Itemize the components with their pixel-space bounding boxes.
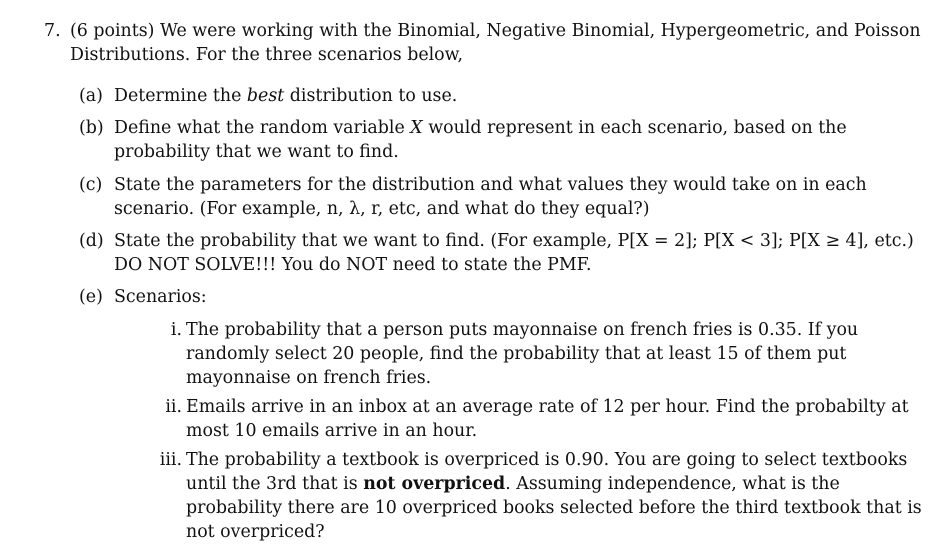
question-points: (6 points) (70, 21, 155, 41)
not-overpriced-bold: not overpriced (363, 474, 506, 494)
scenario-i-label: i. (170, 320, 182, 340)
part-e-text: Scenarios: (114, 287, 207, 307)
scenario-iii-label: iii. (159, 450, 182, 470)
part-d-label: (d) (79, 231, 104, 251)
part-e-label: (e) (79, 287, 103, 307)
part-b-label: (b) (79, 118, 104, 138)
scenario-iii-text: The probability a textbook is overpriced is 0.90. You are going to select textbooks until the 3rd that is not overpriced. Assuming independence, what is the probability there are 10 overpriced books selected before the third textbook that is not overpriced? (186, 450, 922, 542)
part-a-text: Determine the best distribution to use. (114, 86, 458, 106)
question-intro (70, 19, 928, 67)
scenario-ii-label: ii. (165, 397, 182, 417)
part-b-text: Define what the random variable X would represent in each scenario, based on the probability that we want to find. (114, 118, 847, 162)
question-number: 7. (44, 21, 61, 41)
emphasis-best: best (246, 86, 285, 106)
part-c-label: (c) (79, 175, 103, 195)
scenario-ii-text: Emails arrive in an inbox at an average rate of 12 per hour. Find the probabilty at most 10 emails arrive in an hour. (186, 397, 909, 441)
part-c-text: State the parameters for the distribution and what values they would take on in each scenario. (For example, n, λ, r, etc, and what do they equal?) (114, 175, 867, 219)
random-variable-x: X (410, 118, 423, 138)
scenario-i-text: The probability that a person puts mayonnaise on french fries is 0.35. If you randomly select 20 people, find the probability that at least 15 of them put mayonnaise on french fries. (186, 320, 859, 388)
question-intro-text: We were working with the Binomial, Negative Binomial, Hypergeometric, and Poisson Distributions. For the three scenarios below, (70, 21, 921, 65)
part-d-text: State the probability that we want to find. (For example, P[X = 2]; P[X < 3]; P[X ≥ 4], etc.) DO NOT SOLVE!!! You do NOT need to state the PMF. (114, 231, 914, 275)
part-a-label: (a) (79, 86, 103, 106)
